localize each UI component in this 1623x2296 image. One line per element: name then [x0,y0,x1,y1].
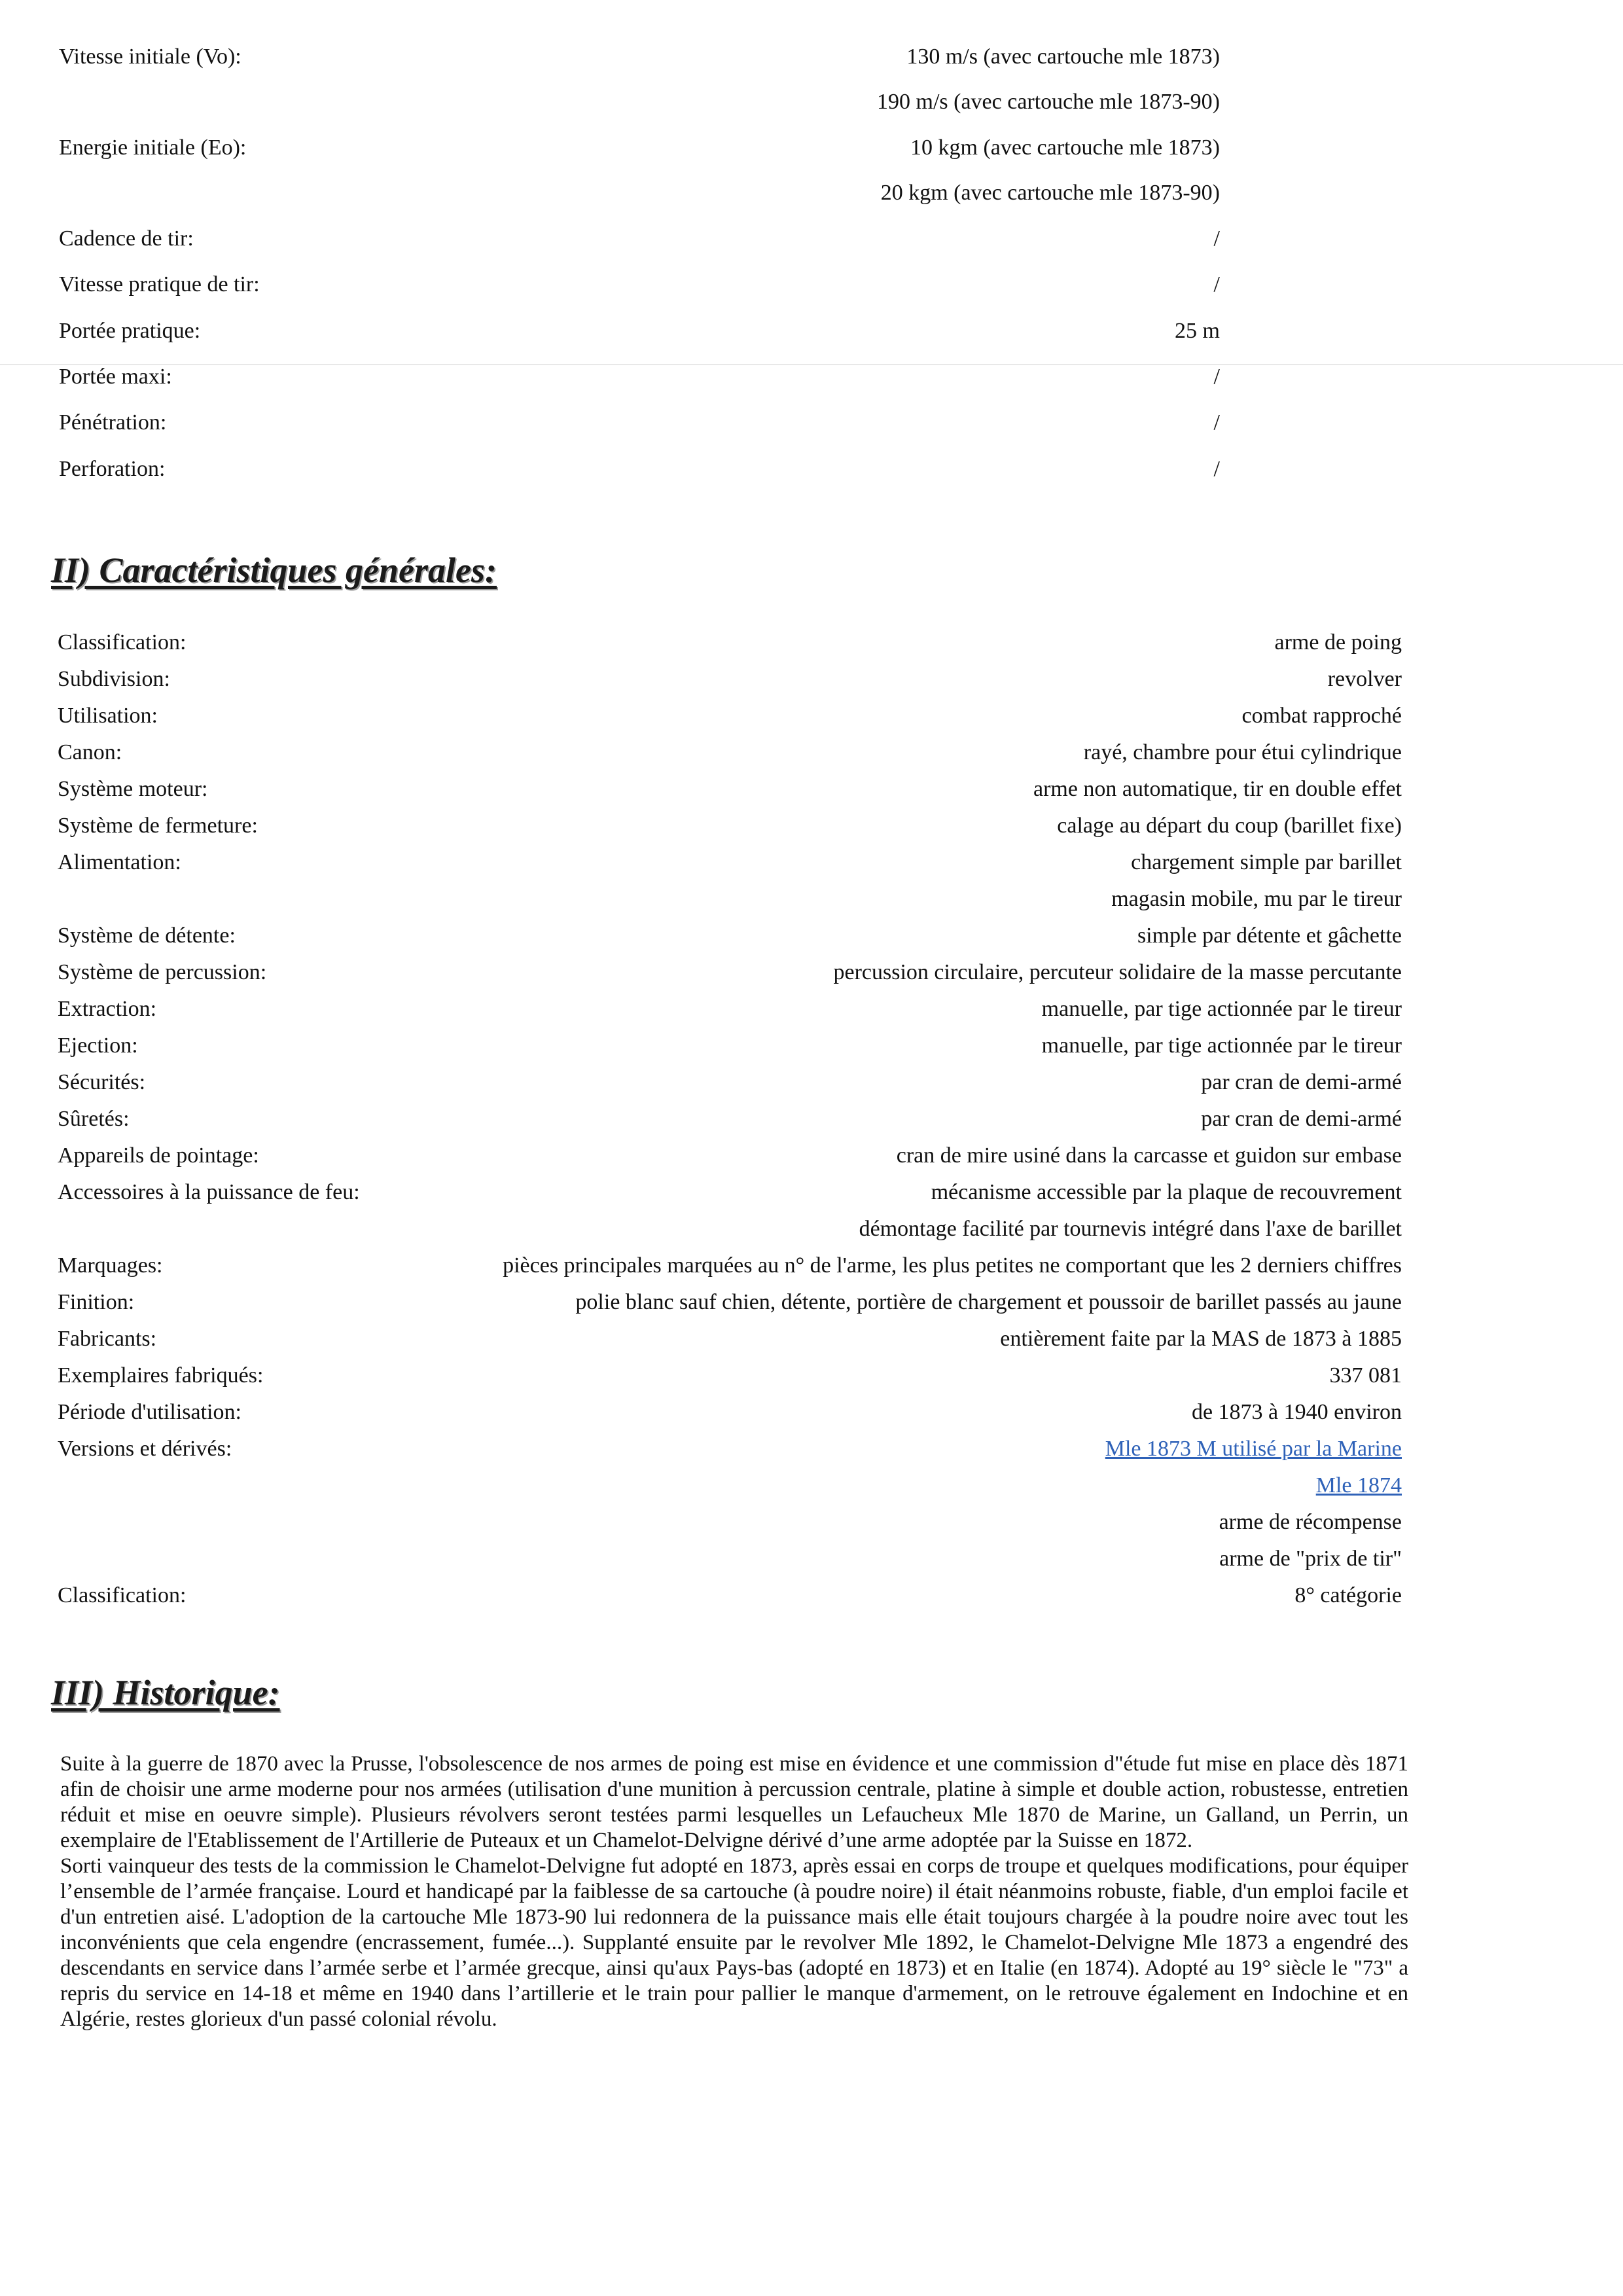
row-value: 20 kgm (avec cartouche mle 1873-90) [880,181,1220,205]
table-row [58,1394,1402,1431]
table-row [59,130,1220,166]
row-value: de 1873 à 1940 environ [1191,1400,1402,1424]
row-label: Finition: [58,1290,135,1314]
row-value: rayé, chambre pour étui cylindrique [1083,740,1402,764]
section-heading-history: III) Historique: [51,1673,280,1712]
row-value: mécanisme accessible par la plaque de recouvrement [931,1180,1402,1204]
row-value: arme de poing [1274,630,1402,655]
row-value: manuelle, par tige actionnée par le tireur [1041,997,1402,1021]
table-row [58,698,1402,734]
version-link-mle-1874[interactable]: Mle 1874 [1315,1473,1402,1498]
row-value: cran de mire usiné dans la carcasse et guidon sur embase [896,1143,1402,1168]
row-label: Subdivision: [58,667,170,691]
row-value: combat rapproché [1241,704,1402,728]
row-label: Canon: [58,740,122,764]
table-row [58,1504,1402,1541]
table-row [59,84,1220,120]
row-value: / [1213,365,1220,389]
row-value: magasin mobile, mu par le tireur [1111,887,1402,911]
row-label: Utilisation: [58,704,158,728]
table-row [58,734,1402,771]
row-value: / [1213,457,1220,481]
row-value: démontage facilité par tournevis intégré dans l'axe de barillet [859,1217,1402,1241]
table-row [58,1577,1402,1614]
row-label: Ejection: [58,1033,138,1058]
table-row [58,1541,1402,1577]
row-label: Accessoires à la puissance de feu: [58,1180,360,1204]
table-row [58,954,1402,991]
row-value: entièrement faite par la MAS de 1873 à 1885 [1000,1327,1402,1351]
table-row [58,1064,1402,1101]
row-label: Classification: [58,630,187,655]
row-value: par cran de demi-armé [1201,1107,1402,1131]
row-label: Classification: [58,1583,187,1607]
row-label: Cadence de tir: [59,226,194,251]
history-paragraph: Suite à la guerre de 1870 avec la Prusse, l'obsolescence de nos armes de poing est mise en évidence et une commission d"étude fut mise en place dès 1871 afin de choisir une arme moderne pour nos armées (utilisation d'une munition à percussion centrale, platine à simple et double action, robustesse, entretien réduit et mise en oeuvre simple). Plusieurs révolvers seront testées parmi lesquelles un Lefaucheux Mle 1870 de Marine, un Galland, un Perrin, un exemplaire de l'Etablissement de l'Artillerie de Puteaux et un Chamelot-Delvigne dérivé d’une arme adoptée par la Suisse en 1872. [60,1752,1408,1852]
row-label: Extraction: [58,997,157,1021]
row-label: Vitesse pratique de tir: [59,272,260,296]
table-row [58,1247,1402,1284]
table-row [59,266,1220,303]
table-row [58,808,1402,844]
row-label: Sécurités: [58,1070,146,1094]
table-row [58,1357,1402,1394]
row-value: / [1213,410,1220,435]
table-row [58,771,1402,808]
table-row [58,1467,1402,1504]
row-label: Appareils de pointage: [58,1143,259,1168]
table-row [58,1321,1402,1357]
version-link-mle-1873-m[interactable]: Mle 1873 M utilisé par la Marine [1105,1437,1402,1461]
row-value: 337 081 [1329,1363,1402,1388]
row-label: Système de fermeture: [58,814,258,838]
row-value: polie blanc sauf chien, détente, portière de chargement et poussoir de barillet passés au jaune [575,1290,1402,1314]
row-value: pièces principales marquées au n° de l'arme, les plus petites ne comportant que les 2 derniers chiffres [503,1253,1402,1278]
row-value: simple par détente et gâchette [1137,924,1402,948]
row-label: Système moteur: [58,777,208,801]
table-row [58,1138,1402,1174]
history-text [60,1751,1408,2032]
table-row [58,1284,1402,1321]
row-value: 130 m/s (avec cartouche mle 1873) [906,45,1220,69]
row-label: Vitesse initiale (Vo): [59,45,241,69]
row-label: Portée pratique: [59,319,201,343]
table-row [58,1211,1402,1247]
table-row [59,175,1220,211]
row-label: Portée maxi: [59,365,172,389]
table-row [59,39,1220,75]
row-label: Fabricants: [58,1327,157,1351]
table-row [58,1174,1402,1211]
row-value: / [1213,272,1220,296]
row-label: Exemplaires fabriqués: [58,1363,264,1388]
row-value: par cran de demi-armé [1201,1070,1402,1094]
row-value: chargement simple par barillet [1131,850,1402,874]
row-value: 25 m [1175,319,1220,343]
table-row [58,1101,1402,1138]
table-row [59,451,1220,488]
history-paragraph: Sorti vainqueur des tests de la commission le Chamelot-Delvigne fut adopté en 1873, après essai en corps de troupe et quelques modifications, pour équiper l’ensemble de l’armée française. Lourd et handicapé par la faiblesse de sa cartouche (à poudre noire) il était néanmoins robuste, fiable, d'un emploi facile et d'un entretien aisé. L'adoption de la cartouche Mle 1873-90 lui redonnera de la puissance mais elle était toujours chargée à la poudre noire avec tout les inconvénients que cela engendre (encrassement, fumée...). Supplanté ensuite par le revolver Mle 1892, le Chamelot-Delvigne Mle 1873 a engendré des descendants en service dans l’armée serbe et l’armée grecque, ainsi qu'aux Pays-bas (adopté en 1873) et en Italie (en 1874). Adopté au 19° siècle le "73" a repris du service en 14-18 et même en 1940 dans l’artillerie et le train pour pallier le manque d'armement, on le retrouve également en Indochine et en Algérie, restes glorieux d'un passé colonial révolu. [60,1854,1408,2031]
table-row [58,918,1402,954]
row-value: arme de récompense [1219,1510,1402,1534]
table-row [58,881,1402,918]
table-row [58,1028,1402,1064]
table-row [58,624,1402,661]
table-row [59,221,1220,257]
table-row [58,991,1402,1028]
table-row [59,404,1220,441]
table-row [59,359,1220,395]
row-value: 8° catégorie [1294,1583,1402,1607]
table-row [58,661,1402,698]
row-label: Système de détente: [58,924,236,948]
row-value: calage au départ du coup (barillet fixe) [1057,814,1402,838]
row-value: 10 kgm (avec cartouche mle 1873) [910,135,1220,160]
row-label: Perforation: [59,457,166,481]
row-value: arme non automatique, tir en double effet [1033,777,1402,801]
table-row [59,313,1220,350]
table-row [58,1431,1402,1467]
row-label: Alimentation: [58,850,181,874]
row-value: manuelle, par tige actionnée par le tireur [1041,1033,1402,1058]
row-label: Energie initiale (Eo): [59,135,247,160]
table-row [58,844,1402,881]
row-label: Période d'utilisation: [58,1400,241,1424]
row-value: / [1213,226,1220,251]
section-heading-general: II) Caractéristiques générales: [51,550,497,590]
row-value: revolver [1327,667,1402,691]
row-label: Versions et dérivés: [58,1437,232,1461]
row-value: 190 m/s (avec cartouche mle 1873-90) [877,90,1220,114]
row-label: Pénétration: [59,410,167,435]
row-value: arme de "prix de tir" [1219,1547,1402,1571]
row-label: Système de percussion: [58,960,267,984]
row-label: Sûretés: [58,1107,130,1131]
row-label: Marquages: [58,1253,163,1278]
row-value: percussion circulaire, percuteur solidaire de la masse percutante [833,960,1402,984]
